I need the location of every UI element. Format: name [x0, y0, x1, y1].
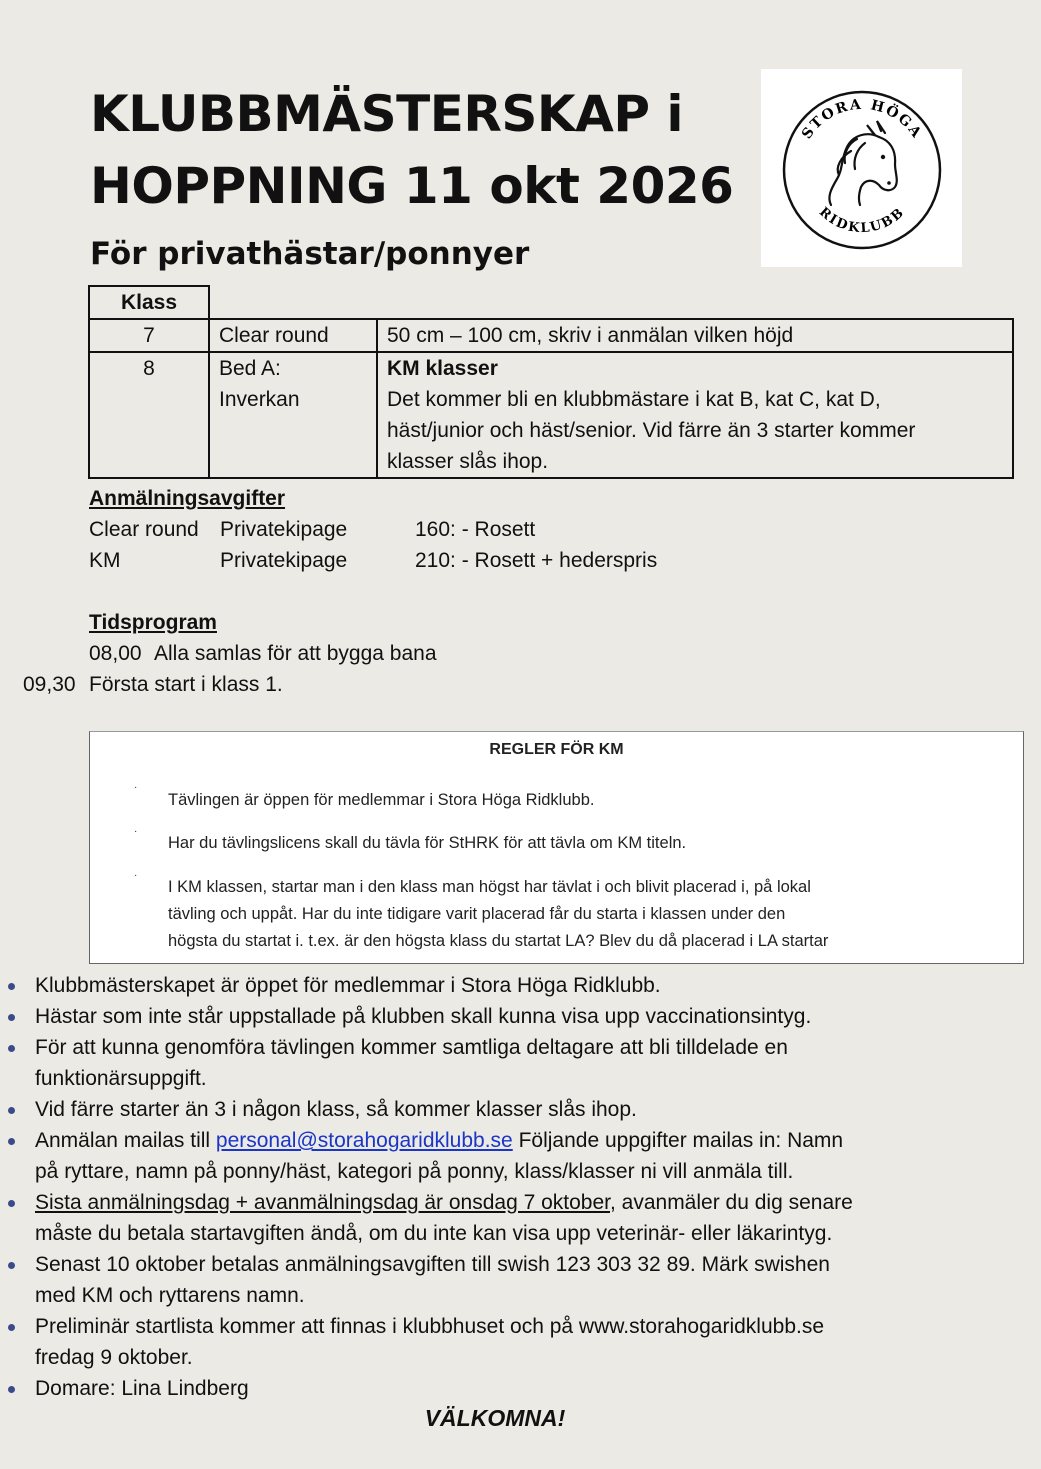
- list-item: [0, 1094, 1000, 1125]
- list-item-line: funktionärsuppgift.: [35, 1067, 207, 1090]
- description-line: häst/junior och häst/senior. Vid färre än 3 starter kommer: [387, 419, 916, 442]
- schedule-text: Första start i klass 1.: [89, 673, 283, 696]
- bullet-dot-icon: [8, 1107, 15, 1114]
- cell-description: 50 cm – 100 cm, skriv i anmälan vilken höjd: [377, 319, 1013, 352]
- header-cell-klass: Klass: [89, 286, 209, 319]
- list-item: [0, 1311, 1000, 1373]
- schedule-heading: Tidsprogram: [89, 611, 217, 634]
- schedule-text: Alla samlas för att bygga bana: [154, 642, 437, 665]
- rule-item: [168, 787, 594, 814]
- header-empty-cell: [209, 286, 1013, 319]
- logo-top-text: STORA HÖGA: [798, 96, 926, 143]
- list-item: [0, 1032, 1000, 1094]
- schedule-time: 08,00: [89, 642, 142, 665]
- fee-price: 210: - Rosett + hederspris: [415, 549, 658, 572]
- list-item: [0, 1001, 1000, 1032]
- table-row: [89, 352, 1013, 478]
- list-item: [0, 1187, 1000, 1249]
- list-item-line: Preliminär startlista kommer att finnas i klubbhuset och på www.storahogaridklubb.se: [35, 1315, 825, 1338]
- description-line: Det kommer bli en klubbmästare i kat B, kat C, kat D,: [387, 388, 881, 411]
- page-title: [90, 78, 733, 222]
- list-item-line: För att kunna genomföra tävlingen kommer samtliga deltagare att bli tilldelade en: [35, 1036, 788, 1059]
- fee-category: Privatekipage: [220, 549, 348, 572]
- list-item-line: på ryttare, namn på ponny/häst, kategori på ponny, klass/klasser ni vill anmäla till.: [35, 1160, 794, 1183]
- email-link[interactable]: personal@storahogaridklubb.se: [215, 1129, 513, 1152]
- rule-bullet: ·: [134, 870, 138, 881]
- list-item-text: Domare: Lina Lindberg: [35, 1377, 249, 1400]
- list-item-text: , avanmäler du dig senare: [609, 1191, 853, 1214]
- fee-category: Privatekipage: [220, 518, 348, 541]
- rules-title: REGLER FÖR KM: [489, 741, 624, 758]
- class-table: [88, 285, 1014, 479]
- rule-bullet: ·: [134, 782, 138, 793]
- table-header-row: [89, 286, 1013, 319]
- list-item-line: Senast 10 oktober betalas anmälningsavgiften till swish 123 303 32 89. Märk swishen: [35, 1253, 830, 1276]
- list-item-line: [35, 1187, 1000, 1218]
- description-heading: KM klasser: [387, 357, 498, 380]
- cell-class-name: Clear round: [209, 319, 377, 352]
- list-item-text: Följande uppgifter mailas in: Namn: [512, 1129, 844, 1152]
- list-item: [0, 1249, 1000, 1311]
- bullet-dot-icon: [8, 983, 15, 990]
- rule-line: Har du tävlingslicens skall du tävla för StHRK för att tävla om KM titeln.: [168, 834, 687, 852]
- list-item-line: [35, 1125, 1000, 1156]
- fee-price: 160: - Rosett: [415, 518, 536, 541]
- club-logo: [761, 69, 962, 267]
- list-item-text: Anmälan mailas till: [35, 1129, 216, 1152]
- list-item-text: Vid färre starter än 3 i någon klass, så kommer klasser slås ihop.: [35, 1098, 637, 1121]
- list-item: [0, 1373, 1000, 1404]
- list-item-line: med KM och ryttarens namn.: [35, 1284, 305, 1307]
- list-item-line: fredag 9 oktober.: [35, 1346, 193, 1369]
- cell-klass: 7: [89, 319, 209, 352]
- bullet-dot-icon: [8, 1045, 15, 1052]
- cell-class-name: [209, 352, 377, 478]
- fee-type: KM: [89, 549, 121, 572]
- bullet-dot-icon: [8, 1200, 15, 1207]
- bullet-dot-icon: [8, 1324, 15, 1331]
- info-bullet-list: [0, 970, 1000, 1404]
- cell-klass: 8: [89, 352, 209, 478]
- bullet-dot-icon: [8, 1014, 15, 1021]
- title-line-2: HOPPNING 11 okt 2026: [90, 157, 734, 215]
- rule-item: [168, 874, 828, 955]
- title-line-1: KLUBBMÄSTERSKAP i: [90, 85, 684, 143]
- list-item-text: Klubbmästerskapet är öppet för medlemmar i Stora Höga Ridklubb.: [35, 974, 661, 997]
- logo-bottom-text: RIDKLUBB: [815, 204, 909, 237]
- rule-line: I KM klassen, startar man i den klass man högst har tävlat i och blivit placerad i, på lokal: [168, 878, 811, 896]
- bullet-dot-icon: [8, 1138, 15, 1145]
- fees-heading: Anmälningsavgifter: [89, 487, 286, 510]
- list-item: [0, 1125, 1000, 1187]
- km-rules-box: [89, 731, 1024, 964]
- schedule-time: 09,30: [23, 673, 76, 696]
- class-name-line: Inverkan: [219, 388, 300, 411]
- rule-bullet: ·: [134, 826, 138, 837]
- welcome-text: VÄLKOMNA!: [424, 1405, 566, 1431]
- rule-line: tävling och uppåt. Har du inte tidigare varit placerad får du starta i klassen under den: [168, 905, 786, 923]
- list-item-line: måste du betala startavgiften ändå, om du inte kan visa upp veterinär- eller läkarintyg.: [35, 1222, 833, 1245]
- fee-type: Clear round: [89, 518, 199, 541]
- bullet-dot-icon: [8, 1262, 15, 1269]
- bullet-dot-icon: [8, 1386, 15, 1393]
- deadline-text: Sista anmälningsdag + avanmälningsdag är onsdag 7 oktober: [35, 1191, 610, 1214]
- table-row: [89, 319, 1013, 352]
- rule-line: högsta du startat i. t.ex. är den högsta klass du startat LA? Blev du då placerad i LA startar: [168, 932, 829, 950]
- list-item: [0, 970, 1000, 1001]
- rule-line: Tävlingen är öppen för medlemmar i Stora Höga Ridklubb.: [168, 791, 595, 809]
- class-name-line: Bed A:: [219, 357, 281, 380]
- horse-head-icon: [829, 121, 896, 205]
- description-line: klasser slås ihop.: [387, 450, 549, 473]
- rule-item: [168, 830, 686, 857]
- page-subtitle: För privathästar/ponnyer: [90, 236, 530, 272]
- list-item-text: Hästar som inte står uppstallade på klubben skall kunna visa upp vaccinationsintyg.: [35, 1005, 812, 1028]
- cell-description: [377, 352, 1013, 478]
